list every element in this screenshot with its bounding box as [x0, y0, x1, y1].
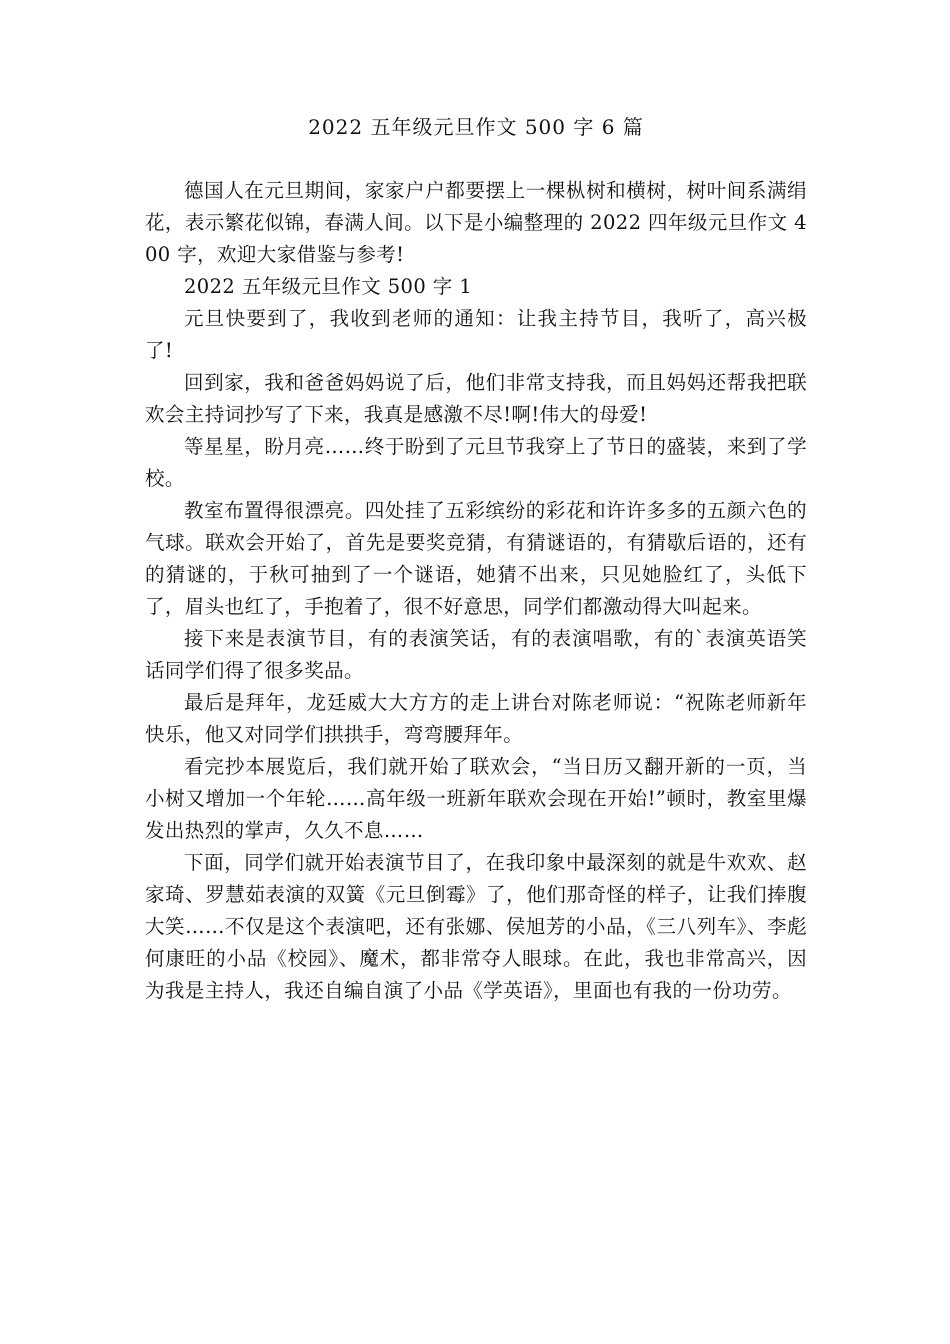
paragraph: 接下来是表演节目，有的表演笑话，有的表演唱歌，有的`表演英语笑话同学们得了很多奖品。 — [145, 627, 807, 682]
paragraph: 等星星，盼月亮……终于盼到了元旦节我穿上了节日的盛装，来到了学校。 — [145, 435, 807, 490]
section-heading: 2022 五年级元旦作文 500 字 1 — [184, 275, 473, 298]
paragraph: 回到家，我和爸爸妈妈说了后，他们非常支持我，而且妈妈还帮我把联欢会主持词抄写了下来，我真是感激不尽!啊!伟大的母爱! — [145, 371, 807, 426]
document-page — [145, 105, 807, 1007]
document-title: 2022 五年级元旦作文 500 字 6 篇 — [308, 115, 644, 139]
paragraph-intro: 德国人在元旦期间，家家户户都要摆上一棵枞树和横树，树叶间系满绢花，表示繁花似锦，春满人间。以下是小编整理的 2022 四年级元旦作文 400 字，欢迎大家借鉴与参考! — [145, 179, 807, 266]
paragraph: 元旦快要到了，我收到老师的通知：让我主持节目，我听了，高兴极了! — [145, 307, 807, 362]
document-body — [145, 175, 807, 1007]
paragraph: 下面，同学们就开始表演节目了，在我印象中最深刻的就是牛欢欢、赵家琦、罗慧茹表演的双簧《元旦倒霉》了，他们那奇怪的样子，让我们捧腹大笑……不仅是这个表演吧，还有张娜、侯旭芳的小品，《三八列车》、李彪何康旺的小品《校园》、魔术，都非常夺人眼球。在此，我也非常高兴，因为我是主持人，我还自编自演了小品《学英语》，里面也有我的一份功劳。 — [145, 851, 807, 1002]
paragraph: 看完抄本展览后，我们就开始了联欢会，“当日历又翻开新的一页，当小树又增加一个年轮……高年级一班新年联欢会现在开始!”顿时，教室里爆发出热烈的掌声，久久不息…… — [145, 755, 807, 842]
paragraph: 最后是拜年，龙廷威大大方方的走上讲台对陈老师说：“祝陈老师新年快乐，他又对同学们拱拱手，弯弯腰拜年。 — [145, 691, 807, 746]
paragraph: 教室布置得很漂亮。四处挂了五彩缤纷的彩花和许许多多的五颜六色的气球。联欢会开始了，首先是要奖竞猜，有猜谜语的，有猜歇后语的，还有的猜谜的，于秋可抽到了一个谜语，她猜不出来，只见她脸红了，头低下了，眉头也红了，手抱着了，很不好意思，同学们都激动得大叫起来。 — [145, 499, 807, 618]
